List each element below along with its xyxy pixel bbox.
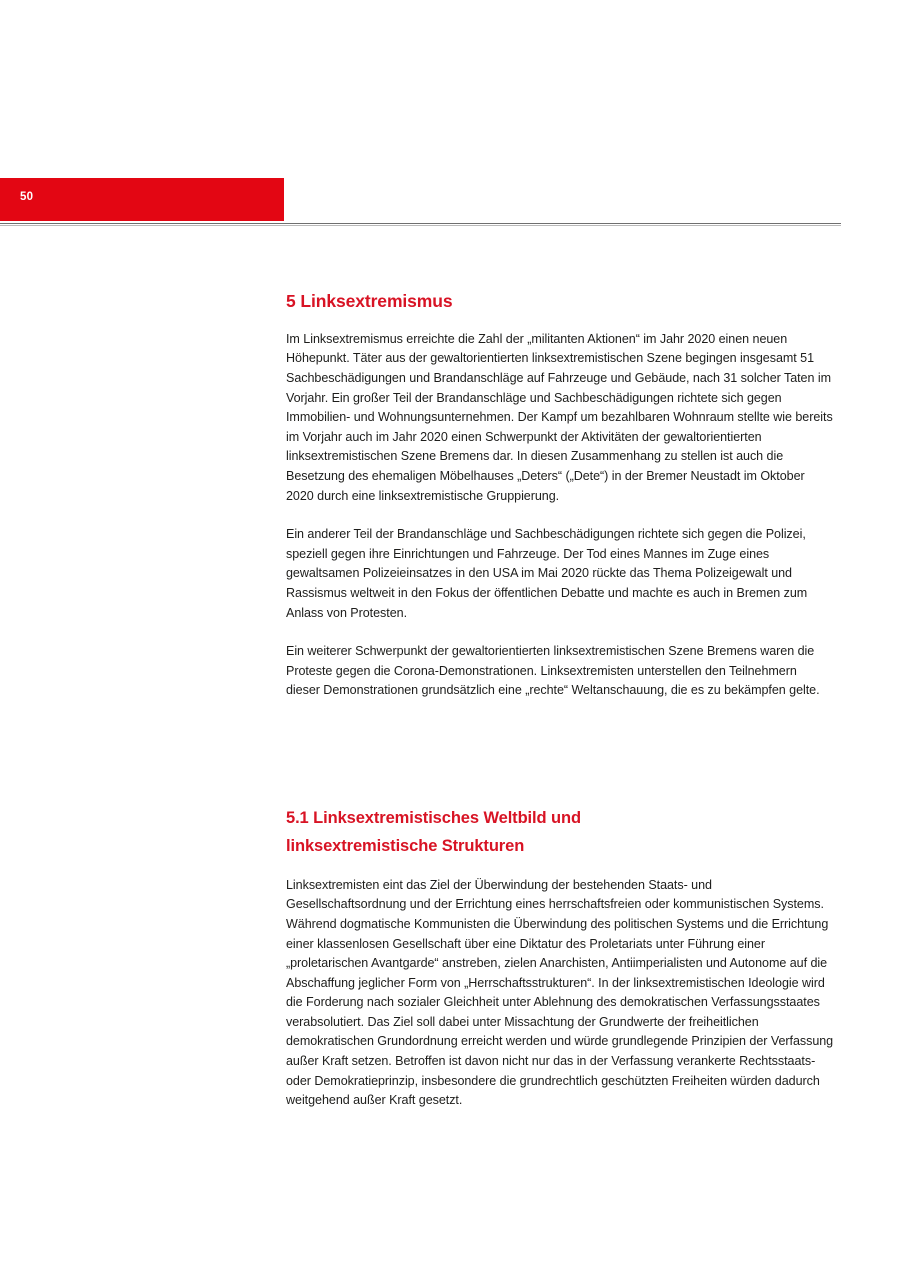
header-divider [0, 223, 841, 226]
subsection-body [286, 876, 837, 1111]
section-heading: 5 Linksextremismus [286, 291, 453, 311]
paragraph: Ein anderer Teil der Brandanschläge und Sachbeschädigungen richtete sich gegen die Polizei, speziell gegen ihre Einrichtungen und Fahrzeuge. Der Tod eines Mannes im Zuge eines gewaltsamen Polizeieinsatzes in den USA im Mai 2020 rückte das Thema Polizeigewalt und Rassismus weltweit in den Fokus der öffentlichen Debatte und machte es auch in Bremen zum Anlass von Protesten. [286, 527, 810, 620]
subsection-heading: 5.1 Linksextremistisches Weltbild und linksextremistische Strukturen [286, 808, 581, 856]
paragraph: Linksextremisten eint das Ziel der Überwindung der bestehenden Staats- und Gesellschaftsordnung und der Errichtung eines herrschaftsfreien oder kommunistischen Systems. Während dogmatische Kommunisten die Überwindung des politischen Systems und die Errichtung einer klassenlosen Gesellschaft über eine Diktatur des Proletariats unter Führung einer „proletarischen Avantgarde“ anstreben, zielen Anarchisten, Antiimperialisten und Autonome auf die Abschaffung jeglicher Form von „Herrschaftsstrukturen“. In der linksextremistischen Ideologie wird die Forderung nach sozialer Gleichheit unter Ablehnung des demokratischen Verfassungsstaates verabsolutiert. Das Ziel soll dabei unter Missachtung der Grundwerte der freiheitlichen demokratischen Grundordnung erreicht werden und würde grundlegende Prinzipien der Verfassung außer Kraft setzen. Betroffen ist davon nicht nur das in der Verfassung verankerte Rechtsstaats- oder Demokratieprinzip, insbesondere die grundrechtlich geschützten Freiheiten würden dadurch weitgehend außer Kraft gesetzt. [286, 877, 837, 1108]
page-header [0, 178, 900, 230]
paragraph: Ein weiterer Schwerpunkt der gewaltorientierten linksextremistischen Szene Bremens waren die Proteste gegen die Corona-Demonstrationen. Linksextremisten unterstellen den Teilnehmern dieser Demonstrationen grundsätzlich eine „rechte“ Weltanschauung, die es zu bekämpfen gelte. [286, 644, 820, 698]
paragraph: Im Linksextremismus erreichte die Zahl der „militanten Aktionen“ im Jahr 2020 einen neuen Höhepunkt. Täter aus der gewaltorientierten linksextremistischen Szene begingen insgesamt 51 Sachbeschädigungen und Brandanschläge auf Fahrzeuge und Gebäude, nach 31 solcher Taten im Vorjahr. Ein großer Teil der Brandanschläge und Sachbeschädigungen richtete sich gegen Immobilien- und Wohnungsunternehmen. Der Kampf um bezahlbaren Wohnraum stellte wie bereits im Vorjahr auch im Jahr 2020 einen Schwerpunkt der Aktivitäten der gewaltorientierten linksextremistischen Szene Bremens dar. In diesen Zusammenhang zu stellen ist auch die Besetzung des ehemaligen Möbelhauses „Deters“ („Dete“) in der Bremer Neustadt im Oktober 2020 durch eine linksextremistische Gruppierung. [286, 331, 837, 503]
document-content [286, 291, 837, 1111]
section-spacer [286, 701, 834, 804]
page-number: 50 [20, 191, 34, 203]
page-number-band [0, 178, 284, 221]
section-body [286, 330, 837, 701]
